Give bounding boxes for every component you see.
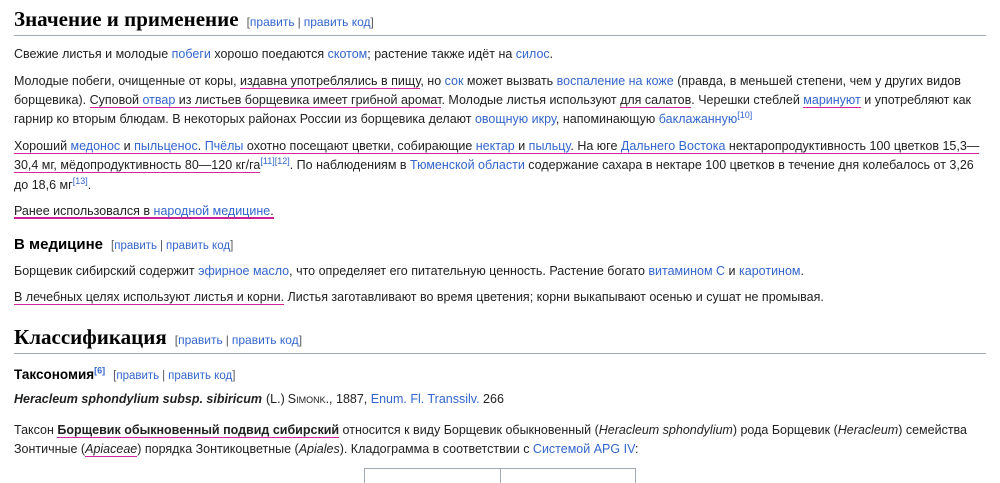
section-heading-znachenie xyxy=(14,6,986,36)
bracket-close: ] xyxy=(232,369,236,382)
highlight-narodnaya-medicina: Ранее использовался в народной медицине. xyxy=(14,203,274,218)
ref-10: [10] xyxy=(737,110,753,121)
taxon-text-6: ). Кладограмма в соответствии с xyxy=(339,442,533,457)
link-skotom[interactable]: скотом xyxy=(327,47,368,62)
link-pylcu[interactable]: пыльцу xyxy=(528,138,571,153)
family-name: Apiaceae xyxy=(85,442,138,457)
genus-name: Heracleum xyxy=(837,423,899,438)
edit-link[interactable]: править xyxy=(114,240,158,253)
link-pchely[interactable]: Пчёлы xyxy=(204,138,244,153)
link-baklazhannuyu[interactable]: баклажанную xyxy=(658,112,738,127)
binomial-name xyxy=(14,390,986,409)
link-otvar[interactable]: отвар xyxy=(142,93,176,107)
link-vitamin-c[interactable]: витамином C xyxy=(648,263,726,278)
edit-divider: | xyxy=(160,240,164,253)
bracket-open: [ xyxy=(246,15,250,29)
edit-source-link[interactable]: править код xyxy=(231,332,299,347)
edit-divider: | xyxy=(297,15,301,29)
highlight-supovoy: Суповой отвар из листьев борщевика имеет грибной аромат xyxy=(89,93,442,107)
bracket-open: [ xyxy=(111,240,115,253)
edit-source-link[interactable]: править код xyxy=(168,369,233,382)
section-title: Значение и применение xyxy=(14,7,239,31)
highlight-salaty: для салатов xyxy=(620,93,692,107)
authority-year: , 1887, xyxy=(329,391,371,406)
edit-link[interactable]: править xyxy=(249,15,295,29)
taxon-text-2: относится к виду Борщевик обыкновенный ( xyxy=(339,423,599,438)
bracket-open: [ xyxy=(113,369,117,382)
edit-divider: | xyxy=(225,332,229,347)
section-heading-klassifikaciya xyxy=(14,324,986,354)
authority-paren: (L.) xyxy=(265,391,285,406)
bracket-close: ] xyxy=(230,240,234,253)
edit-links-znachenie xyxy=(247,15,374,29)
cladogram-cell xyxy=(501,469,636,483)
link-narodnaya-medicina[interactable]: народной медицине xyxy=(153,203,271,218)
taxon-prefix: Таксон xyxy=(14,423,58,438)
edit-link[interactable]: править xyxy=(178,332,223,347)
link-dalniy-vostok[interactable]: Дальнего Востока xyxy=(620,138,726,153)
taxon-text-7: : xyxy=(634,442,639,457)
edit-links-taksonomiya xyxy=(113,370,235,382)
edit-links-klassifikaciya xyxy=(175,333,302,347)
highlight-medonos: Хороший медонос и пыльценос. Пчёлы охотно посещают цветки, собирающие нектар и пыльцу. На юге Дальнего Востока нектаропродуктивность 100 цветков 15,3—30,4 мг, мёдопродуктивность 80—120 кг/га xyxy=(14,138,980,173)
link-tyumenskaya[interactable]: Тюменской области xyxy=(410,158,525,173)
link-ovoshnaya-ikra[interactable]: овощную икру xyxy=(474,112,556,127)
paragraph-taxon-placement xyxy=(14,421,986,460)
publication-link[interactable]: Enum. Fl. Transsilv. xyxy=(370,391,480,406)
section-heading-taksonomiya xyxy=(14,366,986,384)
highlight-lechebnye-celi: В лечебных целях используют листья и корни. xyxy=(14,290,285,305)
link-pylcenos[interactable]: пыльценос xyxy=(134,138,198,153)
bracket-open: [ xyxy=(174,332,179,347)
link-efirnoe-maslo[interactable]: эфирное масло xyxy=(198,263,290,278)
cladogram-table xyxy=(364,468,636,483)
paragraph-fodder: Свежие листья и молодые побеги хорошо поедаются скотом; растение также идёт на силос. xyxy=(14,47,554,62)
bracket-close: ] xyxy=(370,15,374,29)
link-sok[interactable]: сок xyxy=(444,73,464,88)
highlight-izdavna: издавна употреблялись в пищу xyxy=(240,73,421,88)
link-silos[interactable]: силос xyxy=(515,47,550,62)
paragraph-honey: Хороший медонос и пыльценос. Пчёлы охотно посещают цветки, собирающие нектар и пыльцу. На юге Дальнего Востока нектаропродуктивность 100 цветков 15,3—30,4 мг, мёдопродуктивность 80—120 кг/га[11][12]. По наблюдениям в Тюменской области содержание сахара в нектаре 100 цветков в течение дня колебалось от 3,26 до 18,6 мг[13]. xyxy=(14,138,980,192)
paragraph-folk-medicine xyxy=(14,202,986,221)
ref-6: [6] xyxy=(94,365,106,376)
section-heading-v-medicine xyxy=(14,235,986,255)
section-title: Классификация xyxy=(14,324,167,349)
link-karotin[interactable]: каротином xyxy=(739,263,801,278)
link-nektar[interactable]: нектар xyxy=(475,138,515,153)
subsection-title: В медицине xyxy=(14,236,104,254)
publication-page: 266 xyxy=(479,391,504,406)
edit-links-v-medicine xyxy=(111,240,233,252)
paragraph-medicine-composition: Борщевик сибирский содержит эфирное масло, что определяет его питательную ценность. Растение богато витамином C и каротином. xyxy=(14,263,804,278)
link-apg-system[interactable]: Системой APG IV xyxy=(532,442,635,457)
paragraph-food-use: Молодые побеги, очищенные от коры, издавна употреблялись в пищу, но сок может вызвать воспаление на коже (правда, в меньшей степени, чем у других видов борщевика). Суповой отвар из листьев борщевика имеет грибной аромат. Молодые листья используют для салатов. Черешки стеблей маринуют и употребляют как гарнир ко вторым блюдам. В некоторых районах России из борщевика делают овощную икру, напоминающую баклажанную[10] xyxy=(14,73,972,127)
edit-divider: | xyxy=(162,369,166,382)
bracket-close: ] xyxy=(298,332,303,347)
taxon-text-5: ) порядка Зонтикоцветные ( xyxy=(137,442,299,457)
authority: Simonk. xyxy=(287,391,330,406)
taxon-name: Борщевик обыкновенный подвид сибирский xyxy=(57,423,340,438)
edit-link[interactable]: править xyxy=(116,369,160,382)
paragraph-medicine-usage: В лечебных целях используют листья и корни. Листья заготавливают во время цветения; корни выкапывают осенью и сушат не промывая. xyxy=(14,290,824,305)
subsection-title: Таксономия xyxy=(14,366,95,382)
species-name: Heracleum sphondylium xyxy=(598,423,733,438)
taxon-text-3: ) рода Борщевик ( xyxy=(732,423,838,438)
cladogram-cell xyxy=(365,469,501,483)
order-name: Apiales xyxy=(298,442,340,457)
link-marinuyut[interactable]: маринуют xyxy=(803,93,861,107)
edit-source-link[interactable]: править код xyxy=(166,240,231,253)
scientific-name: Heracleum sphondylium subsp. sibiricum xyxy=(14,391,262,406)
taxon-text-4: ) семейства Зонтичные ( xyxy=(14,423,967,457)
link-pobegi[interactable]: побеги xyxy=(171,47,211,62)
ref-11-12: [11][12] xyxy=(260,155,290,166)
link-medonos[interactable]: медонос xyxy=(70,138,121,153)
ref-13: [13] xyxy=(72,175,88,186)
link-vospalenie[interactable]: воспаление на коже xyxy=(556,73,674,88)
edit-source-link[interactable]: править код xyxy=(303,15,371,29)
